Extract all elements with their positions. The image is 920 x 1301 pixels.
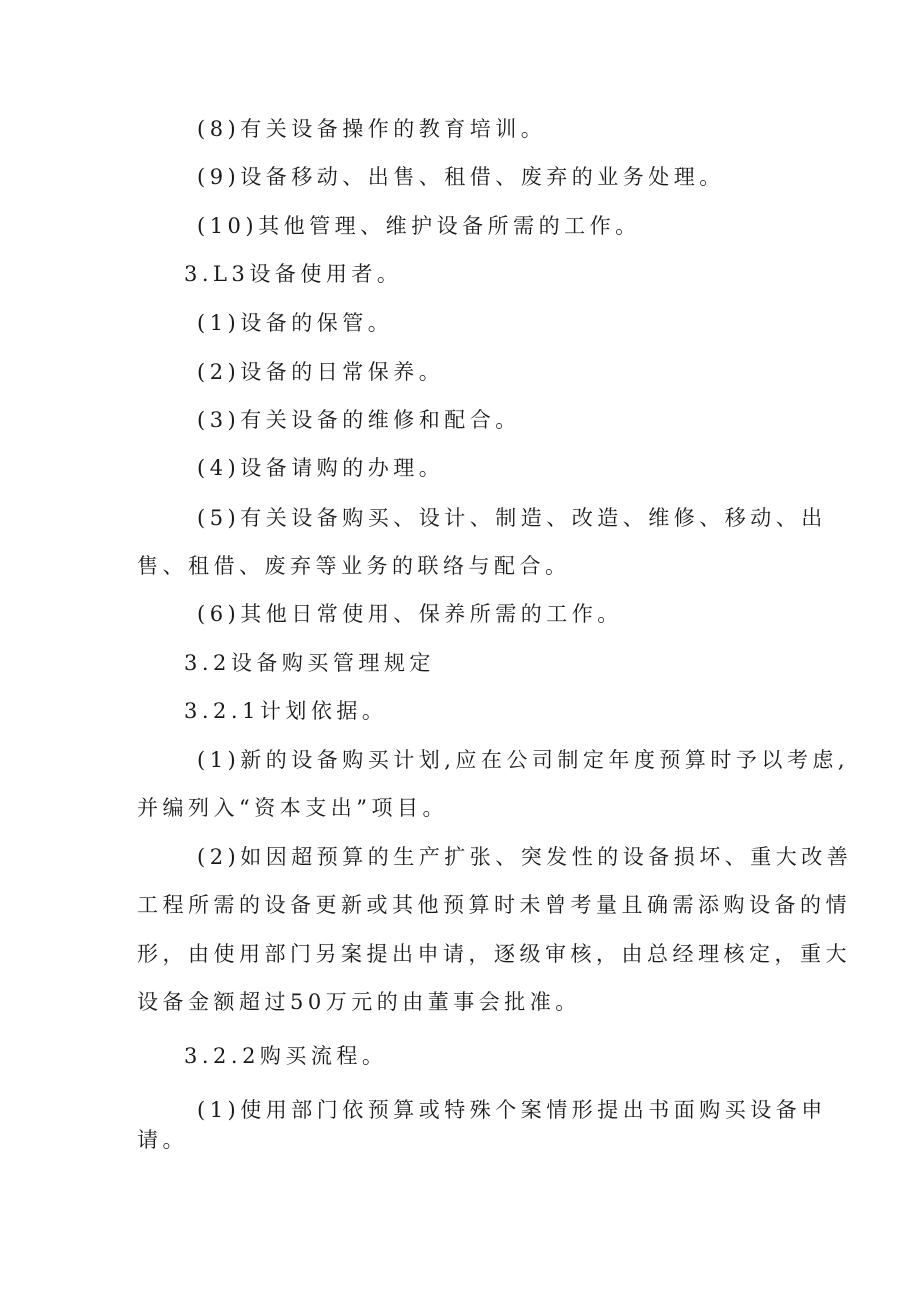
paragraph-2: (2)如因超预算的生产扩张、突发性的设备损坏、重大改善 bbox=[197, 845, 853, 869]
section-heading-3-2-2: 3.2.2购买流程。 bbox=[184, 1044, 388, 1068]
list-item-5: (5)有关设备购买、设计、制造、改造、维修、移动、出 bbox=[197, 506, 827, 530]
list-item-4: (4)设备请购的办理。 bbox=[197, 456, 445, 480]
list-item-9: (9)设备移动、出售、租借、废弃的业务处理。 bbox=[197, 165, 725, 189]
section-heading-3-2: 3.2设备购买管理规定 bbox=[184, 651, 435, 675]
list-item-6: (6)其他日常使用、保养所需的工作。 bbox=[197, 602, 623, 626]
paragraph-3-continued: 请。 bbox=[137, 1128, 188, 1152]
list-item-8: (8)有关设备操作的教育培训。 bbox=[197, 117, 547, 141]
list-item-2: (2)设备的日常保养。 bbox=[197, 360, 445, 384]
section-heading-3-1-3: 3.L3设备使用者。 bbox=[184, 262, 403, 286]
paragraph-1-continued: 并编列入“资本支出”项目。 bbox=[137, 796, 448, 820]
paragraph-1: (1)新的设备购买计划,应在公司制定年度预算时予以考虑, bbox=[197, 748, 850, 772]
paragraph-3: (1)使用部门依预算或特殊个案情形提出书面购买设备申 bbox=[197, 1098, 827, 1122]
list-item-1: (1)设备的保管。 bbox=[197, 311, 394, 335]
section-heading-3-2-1: 3.2.1计划依据。 bbox=[184, 699, 388, 723]
list-item-10: (10)其他管理、维护设备所需的工作。 bbox=[197, 214, 641, 238]
list-item-3: (3)有关设备的维修和配合。 bbox=[197, 408, 521, 432]
paragraph-2-line-4: 设备金额超过50万元的由董事会批准。 bbox=[137, 990, 581, 1014]
list-item-5-continued: 售、租借、废弃等业务的联络与配合。 bbox=[137, 554, 571, 578]
paragraph-2-line-3: 形，由使用部门另案提出申请，逐级审核，由总经理核定，重大 bbox=[137, 942, 851, 966]
paragraph-2-line-2: 工程所需的设备更新或其他预算时未曾考量且确需添购设备的情 bbox=[137, 893, 851, 917]
